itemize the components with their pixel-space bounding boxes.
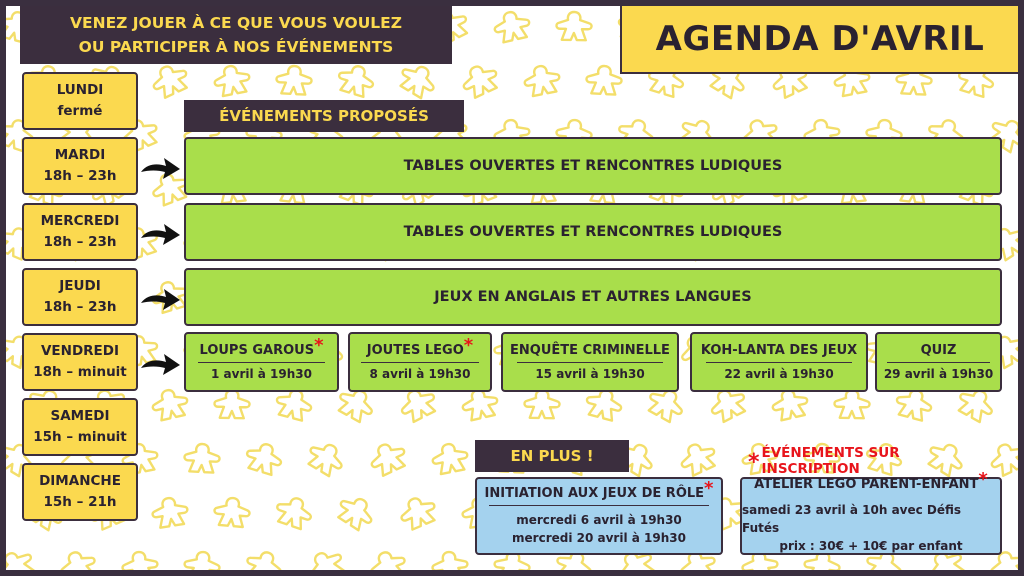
event-name: KOH-LANTA DES JEUX [700,343,858,358]
event-name: INITIATION AUX JEUX DE RÔLE [484,485,705,501]
event-name: ATELIER LEGO PARENT-ENFANT [754,477,979,492]
event-name: QUIZ [920,343,957,358]
extra-event-role-playing [475,477,723,555]
friday-event-quiz [875,332,1002,392]
registration-note-text: ÉVÉNEMENTS SUR INSCRIPTION [761,445,900,477]
day-monday [22,72,138,130]
event-date: 1 avril à 19h30 [211,367,312,381]
event-date: 8 avril à 19h30 [369,367,471,381]
day-name: MERCREDI [40,213,120,229]
divider [489,505,709,506]
intro-line-2: OU PARTICIPER À NOS ÉVÉNEMENTS [78,38,394,56]
day-hours: 18h – 23h [43,168,117,184]
day-name: LUNDI [56,82,104,98]
arrow-right-icon [138,218,182,248]
friday-event-koh-lanta [690,332,868,392]
intro-banner [20,6,452,64]
day-name: SAMEDI [50,408,110,424]
arrow-right-icon [138,348,182,378]
event-date-2: mercredi 20 avril à 19h30 [512,530,686,545]
day-hours: 18h – 23h [43,299,117,315]
day-hours: fermé [57,103,103,119]
day-hours: 18h – 23h [43,234,117,250]
divider [706,362,852,363]
events-section-label: ÉVÉNEMENTS PROPOSÉS [184,100,464,132]
day-name: MARDI [54,147,106,163]
event-price: prix : 30€ + 10€ par enfant [779,539,963,553]
event-date: 22 avril à 19h30 [724,367,834,381]
extra-event-lego-parent [740,469,1002,555]
event-thursday: JEUX EN ANGLAIS ET AUTRES LANGUES [184,268,1002,326]
event-date: 29 avril à 19h30 [883,367,994,381]
event-tuesday: TABLES OUVERTES ET RENCONTRES LUDIQUES [184,137,1002,195]
day-tuesday [22,137,138,195]
day-hours: 18h – minuit [33,364,127,380]
day-hours: 15h – 21h [43,494,117,510]
event-date: samedi 23 avril à 10h avec Défis Futés [742,503,962,535]
registration-star: * [314,335,324,356]
day-wednesday [22,203,138,261]
arrow-right-icon [138,283,182,313]
agenda-poster [6,6,1018,570]
registration-star: * [748,450,760,475]
divider [361,362,479,363]
day-name: JEUDI [59,278,101,294]
event-wednesday: TABLES OUVERTES ET RENCONTRES LUDIQUES [184,203,1002,261]
extra-section-label: EN PLUS ! [475,440,629,472]
intro-line-1: VENEZ JOUER À CE QUE VOUS VOULEZ [70,14,402,32]
day-hours: 15h – minuit [33,429,127,445]
event-date: 15 avril à 19h30 [535,367,645,381]
day-thursday [22,268,138,326]
divider [887,362,990,363]
event-name: JOUTES LEGO [366,343,464,358]
divider [198,362,325,363]
friday-event-joutes-lego [348,332,492,392]
registration-star: * [978,469,988,490]
page-title: AGENDA D'AVRIL [620,6,1018,74]
registration-note [748,445,1000,477]
event-name: ENQUÊTE CRIMINELLE [510,343,670,358]
registration-star: * [704,477,714,499]
day-name: DIMANCHE [39,473,121,489]
day-saturday [22,398,138,456]
day-friday [22,333,138,391]
friday-event-enquete-criminelle [501,332,679,392]
day-name: VENDREDI [40,343,120,359]
arrow-right-icon [138,152,182,182]
event-name: LOUPS GAROUS [199,343,315,358]
divider [517,362,663,363]
event-date-1: mercredi 6 avril à 19h30 [516,512,682,527]
registration-star: * [463,335,474,356]
day-sunday [22,463,138,521]
friday-event-loups-garous [184,332,339,392]
